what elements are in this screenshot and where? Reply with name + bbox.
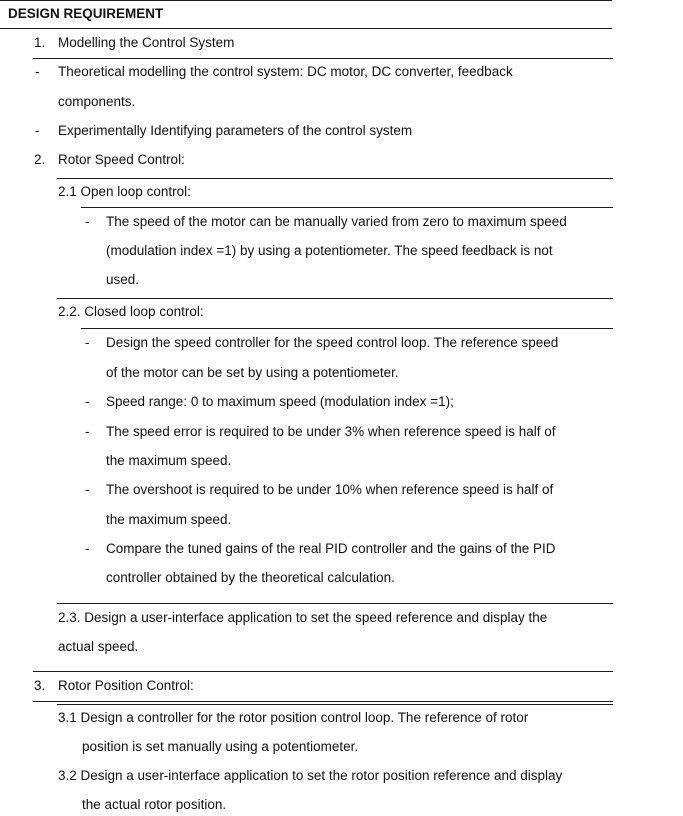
document-title: DESIGN REQUIREMENT [8, 6, 164, 21]
rule-section-3 [33, 671, 613, 672]
subsection-2-3-line-2: actual speed. [58, 639, 139, 654]
rule-2-2-content [81, 328, 613, 329]
section-3-number: 3. [34, 678, 46, 693]
s1-bullet-2: Experimentally Identifying parameters of the control system [58, 123, 413, 138]
s2-2-bullet-3-line-1: The speed error is required to be under 3% when reference speed is half of [106, 424, 556, 439]
s2-2-bullet-5-line-2: controller obtained by the theoretical calculation. [106, 570, 395, 585]
rule-2-1 [57, 178, 613, 179]
s2-2-bullet-2: Speed range: 0 to maximum speed (modulation index =1); [106, 394, 454, 409]
s2-2-bullet-4-line-2: the maximum speed. [106, 512, 232, 527]
subsection-2-3-line-1: 2.3. Design a user-interface application to set the speed reference and display the [58, 610, 548, 625]
rule-section-1 [33, 58, 613, 59]
rule-top [0, 0, 612, 1]
s2-1-bullet-1-line-1: The speed of the motor can be manually varied from zero to maximum speed [106, 214, 567, 229]
subsection-3-2-line-2: the actual rotor position. [82, 797, 227, 812]
bullet-marker: - [35, 64, 40, 79]
s1-bullet-1-line-1: Theoretical modelling the control system: DC motor, DC converter, feedback [58, 64, 513, 79]
bullet-marker: - [85, 335, 90, 350]
section-3-heading: Rotor Position Control: [58, 678, 194, 693]
subsection-2-2-heading: 2.2. Closed loop control: [58, 304, 204, 319]
bullet-marker: - [85, 482, 90, 497]
s1-bullet-1-line-2: components. [58, 94, 136, 109]
rule-2-3 [57, 603, 613, 604]
s2-1-bullet-1-line-2: (modulation index =1) by using a potentiometer. The speed feedback is not [106, 243, 553, 258]
rule-section-3-content [33, 701, 613, 702]
subsection-3-2-line-1: 3.2 Design a user-interface application to set the rotor position reference and display [58, 768, 563, 783]
section-1-heading: Modelling the Control System [58, 35, 235, 50]
s2-2-bullet-1-line-2: of the motor can be set by using a potentiometer. [106, 365, 399, 380]
s2-2-bullet-5-line-1: Compare the tuned gains of the real PID controller and the gains of the PID [106, 541, 556, 556]
rule-title [0, 28, 612, 29]
s2-2-bullet-1-line-1: Design the speed controller for the speed control loop. The reference speed [106, 335, 559, 350]
subsection-2-1-heading: 2.1 Open loop control: [58, 184, 191, 199]
s2-2-bullet-3-line-2: the maximum speed. [106, 453, 232, 468]
bullet-marker: - [85, 424, 90, 439]
bullet-marker: - [35, 123, 40, 138]
subsection-3-1-line-1: 3.1 Design a controller for the rotor position control loop. The reference of rotor [58, 710, 529, 725]
section-2-number: 2. [34, 152, 46, 167]
section-1-number: 1. [34, 35, 46, 50]
s2-2-bullet-4-line-1: The overshoot is required to be under 10% when reference speed is half of [106, 482, 554, 497]
s2-1-bullet-1-line-3: used. [106, 272, 140, 287]
rule-3-1 [57, 704, 613, 705]
bullet-marker: - [85, 214, 90, 229]
subsection-3-1-line-2: position is set manually using a potentiometer. [82, 739, 359, 754]
section-2-heading: Rotor Speed Control: [58, 152, 185, 167]
rule-2-2 [57, 298, 613, 299]
bullet-marker: - [85, 541, 90, 556]
bullet-marker: - [85, 394, 90, 409]
rule-2-1-content [81, 207, 613, 208]
